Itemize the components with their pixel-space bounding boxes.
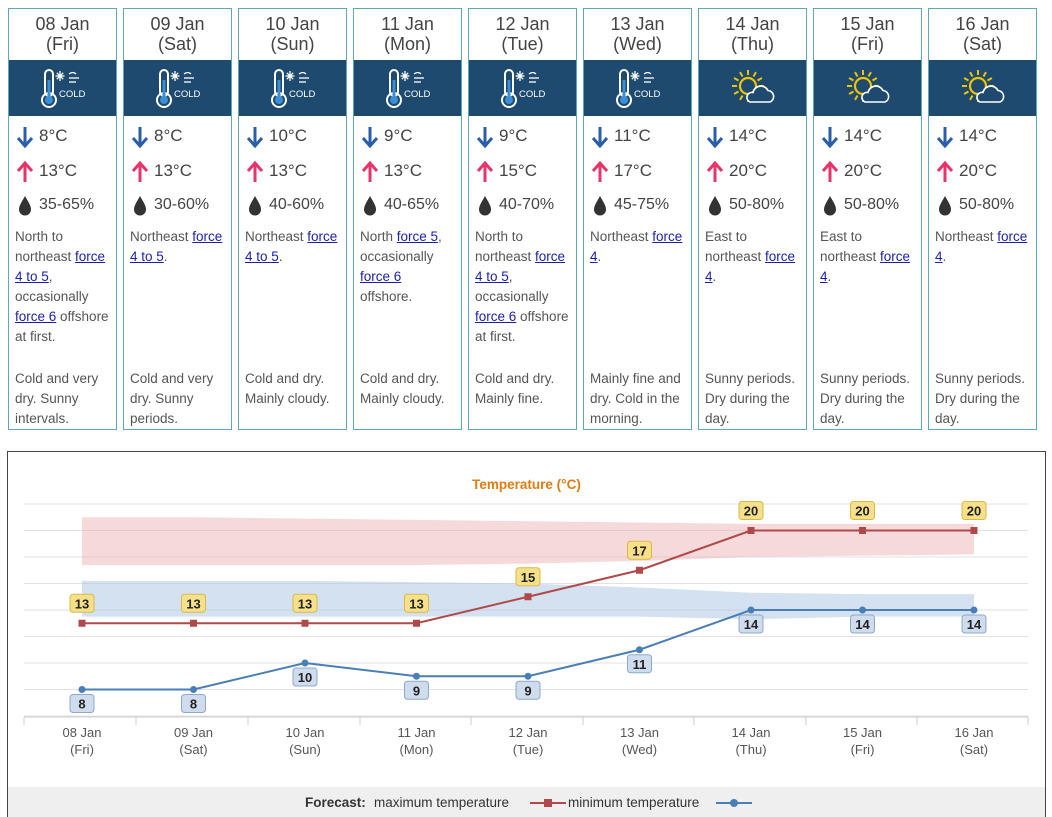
wind-force-link[interactable]: force 6 — [15, 309, 57, 324]
max-temp-data-label: 15 — [520, 569, 536, 585]
wind-forecast — [360, 227, 457, 307]
arrow-up-icon — [15, 160, 35, 184]
forecast-date-day: 11 Jan — [381, 14, 434, 34]
min-temp-data-label: 9 — [412, 683, 421, 699]
max-temp: 20°C — [959, 161, 997, 180]
forecast-date-day: 12 Jan — [495, 14, 550, 34]
wind-text: . — [827, 269, 832, 284]
forecast-card — [583, 8, 692, 430]
humidity-row — [124, 192, 231, 218]
humidity: 40-65% — [384, 196, 440, 213]
arrow-down-icon — [15, 125, 35, 149]
min-temp-row — [239, 123, 346, 149]
forecast-date — [239, 14, 346, 58]
forecast-card — [123, 8, 232, 430]
min-temp: 11°C — [614, 126, 651, 145]
max-temp-point — [636, 567, 643, 574]
arrow-up-icon — [935, 160, 955, 184]
max-temp-data-label: 13 — [74, 596, 90, 612]
max-temp-row — [584, 158, 691, 184]
wind-forecast — [15, 227, 112, 347]
min-temp-data-label: 11 — [632, 656, 647, 672]
wind-text: East to northeast — [705, 229, 766, 264]
max-temp-row — [929, 158, 1036, 184]
wind-text: offshore at first. — [475, 309, 569, 344]
wind-text: , occasionally — [475, 269, 549, 304]
sunny-periods-icon — [843, 66, 893, 110]
max-temp-point — [302, 620, 309, 627]
droplet-icon — [245, 194, 265, 218]
humidity: 35-65% — [39, 196, 95, 213]
x-tick-label: 08 Jan — [62, 725, 102, 740]
weather-description: Cold and dry. Mainly fine. — [475, 371, 555, 406]
min-temp: 14°C — [844, 126, 882, 145]
wind-text: offshore. — [360, 289, 413, 304]
humidity: 30-60% — [154, 196, 210, 213]
forecast-date-day: 15 Jan — [840, 14, 895, 34]
arrow-down-icon — [935, 125, 955, 149]
x-tick-label: 09 Jan — [173, 725, 214, 740]
legend-min-swatch — [716, 797, 752, 809]
sunny-periods-icon — [958, 66, 1008, 110]
wind-text: offshore at first. — [15, 309, 109, 344]
humidity-row — [239, 192, 346, 218]
cold-icon — [498, 66, 548, 110]
max-temp-row — [814, 158, 921, 184]
min-temp-point — [413, 673, 420, 680]
temperature-chart-panel — [7, 451, 1046, 817]
wind-text: North to northeast — [475, 229, 536, 264]
weather-description: Cold and dry. Mainly cloudy. — [360, 371, 445, 406]
x-tick-label: 15 Jan — [842, 725, 883, 740]
arrow-down-icon — [245, 125, 265, 149]
min-temp-point — [636, 646, 643, 653]
min-temp-row — [929, 123, 1036, 149]
forecast-date — [469, 14, 576, 58]
wind-text: East to northeast — [820, 229, 881, 264]
wind-force-link[interactable]: force 6 — [360, 269, 402, 284]
forecast-weekday: (Mon) — [383, 34, 431, 54]
weather-icon-band — [354, 60, 461, 116]
weather-icon-band — [699, 60, 806, 116]
wind-force-link[interactable]: force 4 — [705, 249, 796, 284]
chart-legend — [8, 787, 1045, 817]
forecast-weekday: (Thu) — [730, 34, 774, 54]
forecast-date-day: 16 Jan — [955, 14, 1010, 34]
weather-description: Sunny periods. Dry during the day. — [705, 371, 796, 426]
x-tick-label: (Mon) — [399, 742, 434, 757]
min-temp-row — [699, 123, 806, 149]
weather-icon-band — [584, 60, 691, 116]
humidity-row — [584, 192, 691, 218]
min-temp: 8°C — [154, 126, 183, 145]
forecast-date — [124, 14, 231, 58]
humidity: 40-70% — [499, 196, 555, 213]
min-temp-point — [748, 607, 755, 614]
humidity-row — [929, 192, 1036, 218]
min-temp: 8°C — [39, 126, 68, 145]
max-temp: 13°C — [384, 161, 422, 180]
humidity-row — [699, 192, 806, 218]
cold-icon — [38, 66, 88, 110]
forecast-card — [813, 8, 922, 430]
min-temp-point — [525, 673, 532, 680]
wind-text: . — [942, 249, 947, 264]
weather-description: Sunny periods. Dry during the day. — [820, 371, 911, 426]
humidity: 50-80% — [729, 196, 785, 213]
x-tick-label: (Sat) — [179, 742, 208, 757]
cold-icon — [613, 66, 663, 110]
sunny-periods-icon — [728, 66, 778, 110]
forecast-date-day: 13 Jan — [610, 14, 665, 34]
min-temp-point — [190, 686, 197, 693]
max-temp: 13°C — [154, 161, 192, 180]
min-temp-point — [971, 607, 978, 614]
x-tick-label: 13 Jan — [619, 725, 660, 740]
min-temp-row — [584, 123, 691, 149]
humidity-row — [469, 192, 576, 218]
droplet-icon — [360, 194, 380, 218]
forecast-card — [928, 8, 1037, 430]
droplet-icon — [590, 194, 610, 218]
forecast-weekday: (Wed) — [613, 34, 662, 54]
min-temp-data-label: 14 — [855, 617, 870, 632]
max-temp-data-label: 13 — [297, 596, 313, 612]
arrow-down-icon — [820, 125, 840, 149]
max-temp-range-band — [82, 517, 974, 565]
cold-icon — [383, 66, 433, 110]
forecast-weekday: (Fri) — [851, 34, 884, 54]
forecast-weekday: (Sat) — [157, 34, 197, 54]
wind-force-link[interactable]: force 4 — [935, 229, 1028, 264]
wind-forecast — [705, 227, 802, 287]
max-temp: 20°C — [729, 161, 767, 180]
humidity-row — [814, 192, 921, 218]
min-temp: 14°C — [729, 126, 767, 145]
arrow-up-icon — [475, 160, 495, 184]
x-tick-label: (Tue) — [512, 742, 544, 757]
forecast-date — [9, 14, 116, 58]
min-temp-row — [814, 123, 921, 149]
weather-description: Mainly fine and dry. Cold in the morning. — [590, 371, 681, 426]
weather-description: Cold and very dry. Sunny intervals. — [15, 371, 99, 426]
max-temp-data-label: 20 — [743, 503, 759, 519]
x-tick-label: 10 Jan — [285, 725, 325, 740]
min-temp-row — [354, 123, 461, 149]
wind-text: Northeast — [245, 229, 308, 244]
wind-text: . — [712, 269, 717, 284]
humidity: 50-80% — [959, 196, 1015, 213]
forecast-date — [354, 14, 461, 58]
legend-title: Forecast: — [305, 795, 366, 810]
max-temp-data-label: 13 — [186, 596, 201, 612]
wind-text: . — [163, 249, 168, 264]
min-temp: 10°C — [269, 126, 307, 145]
arrow-up-icon — [245, 160, 265, 184]
droplet-icon — [935, 194, 955, 218]
legend-max-swatch — [530, 797, 566, 809]
arrow-down-icon — [130, 125, 150, 149]
min-temp: 14°C — [959, 126, 997, 145]
humidity-row — [9, 192, 116, 218]
x-tick-label: 12 Jan — [508, 725, 548, 740]
wind-forecast — [935, 227, 1032, 267]
weather-icon-band — [929, 60, 1036, 116]
wind-text: North to northeast — [15, 229, 76, 264]
x-tick-label: 11 Jan — [397, 725, 436, 740]
x-tick-label: (Fri) — [850, 742, 875, 757]
wind-forecast — [130, 227, 227, 267]
wind-force-link[interactable]: force 4 to 5 — [130, 229, 223, 264]
x-tick-label: (Fri) — [70, 742, 94, 757]
wind-force-link[interactable]: force 5 — [396, 229, 439, 244]
forecast-card — [468, 8, 577, 430]
humidity: 50-80% — [844, 196, 900, 213]
min-temp-data-label: 8 — [189, 696, 198, 712]
arrow-down-icon — [590, 125, 610, 149]
max-temp-point — [748, 527, 755, 534]
max-temp: 15°C — [499, 161, 537, 180]
arrow-up-icon — [130, 160, 150, 184]
max-temp-row — [9, 158, 116, 184]
max-temp-row — [124, 158, 231, 184]
arrow-up-icon — [590, 160, 610, 184]
weather-icon-band — [814, 60, 921, 116]
cold-icon-label: COLD — [58, 89, 85, 100]
chart-title: Temperature (°C) — [472, 477, 581, 492]
x-tick-label: 16 Jan — [954, 725, 994, 740]
weather-icon-band — [9, 60, 116, 116]
wind-text: , occasionally — [360, 229, 442, 264]
min-temp: 9°C — [499, 126, 528, 145]
wind-forecast — [590, 227, 687, 267]
humidity-row — [354, 192, 461, 218]
max-temp-data-label: 20 — [966, 503, 982, 519]
droplet-icon — [475, 194, 495, 218]
forecast-date — [584, 14, 691, 58]
wind-forecast — [475, 227, 572, 347]
forecast-date — [699, 14, 806, 58]
max-temp-point — [190, 620, 197, 627]
cold-icon-label: COLD — [403, 89, 430, 100]
weather-description: Cold and very dry. Sunny periods. — [130, 371, 214, 426]
wind-forecast — [820, 227, 917, 287]
min-temp-row — [9, 123, 116, 149]
arrow-up-icon — [820, 160, 840, 184]
wind-text: North — [360, 229, 397, 244]
wind-text: Northeast — [935, 229, 998, 244]
legend-max-label[interactable]: maximum temperature — [374, 795, 510, 810]
cold-icon — [153, 66, 203, 110]
droplet-icon — [820, 194, 840, 218]
forecast-card — [8, 8, 117, 430]
min-temp-data-label: 8 — [78, 696, 86, 712]
wind-text: Northeast — [130, 229, 193, 244]
weather-icon-band — [239, 60, 346, 116]
arrow-down-icon — [705, 125, 725, 149]
cold-icon-label: COLD — [173, 89, 200, 100]
max-temp-data-label: 13 — [409, 596, 424, 612]
cold-icon-label: COLD — [633, 89, 660, 100]
forecast-date-day: 08 Jan — [35, 14, 90, 34]
max-temp-point — [413, 620, 420, 627]
min-temp-data-label: 9 — [524, 683, 532, 699]
max-temp-point — [971, 527, 978, 534]
min-temp-point — [79, 686, 86, 693]
weather-description: Sunny periods. Dry during the day. — [935, 371, 1026, 426]
humidity: 45-75% — [614, 196, 670, 213]
arrow-up-icon — [360, 160, 380, 184]
min-temp-row — [124, 123, 231, 149]
min-temp-row — [469, 123, 576, 149]
min-temp: 9°C — [384, 126, 413, 145]
cold-icon-label: COLD — [288, 89, 315, 100]
wind-text: . — [278, 249, 283, 264]
max-temp: 13°C — [269, 161, 307, 180]
max-temp-data-label: 20 — [855, 503, 870, 519]
forecast-date — [814, 14, 921, 58]
forecast-card — [238, 8, 347, 430]
max-temp: 20°C — [844, 161, 882, 180]
forecast-date-day: 09 Jan — [150, 14, 205, 34]
max-temp: 13°C — [39, 161, 77, 180]
forecast-date-day: 10 Jan — [265, 14, 320, 34]
droplet-icon — [705, 194, 725, 218]
wind-text: . — [597, 249, 602, 264]
weather-description: Cold and dry. Mainly cloudy. — [245, 371, 330, 406]
weather-icon-band — [469, 60, 576, 116]
forecast-date-day: 14 Jan — [725, 14, 780, 34]
forecast-card — [698, 8, 807, 430]
min-temp-data-label: 14 — [743, 617, 759, 632]
wind-force-link[interactable]: force 4 to 5 — [475, 249, 566, 284]
cold-icon — [268, 66, 318, 110]
humidity: 40-60% — [269, 196, 325, 213]
forecast-weekday: (Tue) — [501, 34, 544, 54]
max-temp: 17°C — [614, 161, 652, 180]
arrow-up-icon — [705, 160, 725, 184]
min-temp-data-label: 10 — [297, 670, 313, 685]
min-temp-data-label: 14 — [966, 617, 982, 632]
max-temp-row — [239, 158, 346, 184]
x-tick-label: (Sun) — [289, 742, 321, 757]
x-tick-label: (Sat) — [959, 742, 989, 757]
max-temp-point — [859, 527, 866, 534]
wind-force-link[interactable]: force 4 to 5 — [245, 229, 338, 264]
max-temp-point — [79, 620, 86, 627]
wind-text: Northeast — [590, 229, 653, 244]
arrow-down-icon — [475, 125, 495, 149]
forecast-weekday: (Sun) — [270, 34, 315, 54]
wind-force-link[interactable]: force 4 — [820, 249, 911, 284]
temperature-chart — [8, 452, 1045, 788]
droplet-icon — [15, 194, 35, 218]
max-temp-row — [469, 158, 576, 184]
x-tick-label: (Wed) — [621, 742, 658, 757]
x-tick-label: 14 Jan — [731, 725, 771, 740]
max-temp-row — [354, 158, 461, 184]
forecast-date — [929, 14, 1036, 58]
wind-force-link[interactable]: force 4 — [590, 229, 683, 264]
arrow-down-icon — [360, 125, 380, 149]
min-temp-point — [859, 607, 866, 614]
wind-forecast — [245, 227, 342, 267]
forecast-weekday: (Sat) — [962, 34, 1002, 54]
weather-icon-band — [124, 60, 231, 116]
cold-icon-label: COLD — [518, 89, 545, 100]
max-temp-row — [699, 158, 806, 184]
max-temp-point — [525, 593, 532, 600]
wind-force-link[interactable]: force 4 to 5 — [15, 249, 106, 284]
x-tick-label: (Thu) — [735, 742, 767, 757]
forecast-card — [353, 8, 462, 430]
legend-min-label[interactable]: minimum temperature — [568, 795, 700, 810]
droplet-icon — [130, 194, 150, 218]
wind-text: , occasionally — [15, 269, 89, 304]
forecast-weekday: (Fri) — [46, 34, 79, 54]
wind-force-link[interactable]: force 6 — [475, 309, 517, 324]
min-temp-point — [302, 660, 309, 667]
max-temp-data-label: 17 — [632, 543, 647, 559]
